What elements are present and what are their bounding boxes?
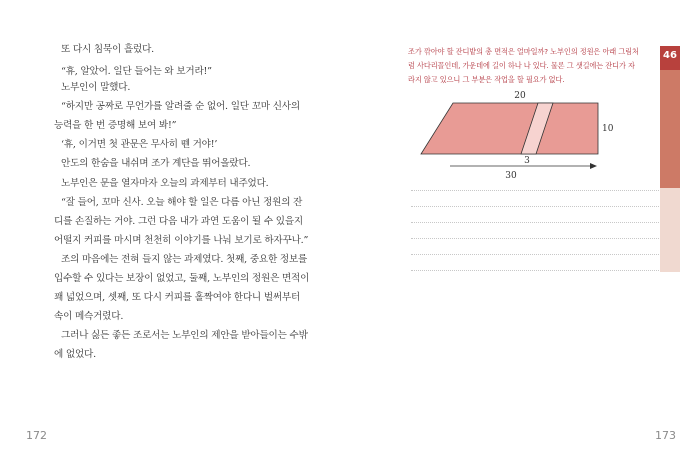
answer-line [411, 238, 665, 239]
story-paragraph: 조의 마음에는 전혀 들지 않는 과제였다. 첫째, 중요한 정보를 [61, 254, 308, 265]
answer-line [411, 254, 665, 255]
problem-line: 라지 않고 있으니 그 부분은 작업을 할 필요가 없다. [408, 75, 565, 84]
problem-number-badge: 46 [660, 46, 680, 70]
story-paragraph: “하지만 공짜로 무언가를 알려줄 순 없어. 일단 꼬마 신사의 [61, 101, 300, 112]
dimension-base: 30 [505, 171, 517, 181]
story-paragraph: ‘휴, 이거면 첫 관문은 무사히 뗀 거야!’ [61, 139, 218, 150]
story-paragraph: 입수할 수 있다는 보장이 없었고, 둘째, 노부인의 정원은 면적이 [54, 273, 310, 284]
dimension-height: 10 [602, 124, 614, 134]
answer-line [411, 190, 665, 191]
story-paragraph: 어떨지 커피를 마시며 천천히 이야기를 나눠 보기로 하자꾸나.” [54, 235, 309, 246]
dimension-path-width: 3 [524, 156, 530, 166]
story-paragraph: “휴, 알았어. 일단 들어는 와 보거라!” [61, 66, 212, 77]
story-paragraph: 그러나 싫든 좋든 조로서는 노부인의 제안을 받아들이는 수밖 [61, 330, 308, 341]
answer-line [411, 270, 665, 271]
trapezoid-garden-diagram [350, 0, 700, 470]
base-arrow-head [590, 163, 597, 169]
story-paragraph: 디를 손질하는 거야. 그런 다음 내가 과연 도움이 될 수 있을지 [54, 216, 303, 227]
story-paragraph: 에 없었다. [54, 349, 96, 360]
answer-line [411, 222, 665, 223]
story-paragraph: “잘 들어, 꼬마 신사. 오늘 해야 할 일은 다름 아닌 정원의 잔 [61, 197, 303, 208]
story-paragraph: 또 다시 침묵이 흘렀다. [61, 44, 155, 55]
problem-line: 럼 사다리꼴인데, 가운데에 길이 하나 나 있다. 물론 그 샛길에는 잔디가 자 [408, 61, 635, 70]
story-paragraph: 노부인은 문을 열자마자 오늘의 과제부터 내주었다. [61, 178, 269, 189]
story-paragraph: 노부인이 말했다. [61, 82, 131, 93]
side-tab-dark [660, 70, 680, 188]
story-paragraph: 꽤 넓었으며, 셋째, 또 다시 커피를 홀짝여야 한다니 벌써부터 [54, 292, 301, 303]
page-number-left: 172 [26, 429, 47, 442]
page-number-right: 173 [655, 429, 676, 442]
story-paragraph: 속이 메슥거렸다. [54, 311, 124, 322]
story-paragraph: 능력을 한 번 증명해 보여 봐!” [54, 120, 177, 131]
answer-line [411, 206, 665, 207]
right-page [350, 0, 700, 470]
story-paragraph: 안도의 한숨을 내쉬며 조가 계단을 뛰어올랐다. [61, 158, 251, 169]
problem-line: 조가 깎아야 할 잔디밭의 총 면적은 얼마일까? 노부인의 정원은 아래 그림처 [408, 47, 639, 56]
side-tab-light [660, 188, 680, 272]
lawn-trapezoid [421, 103, 598, 154]
dimension-top: 20 [514, 91, 526, 101]
